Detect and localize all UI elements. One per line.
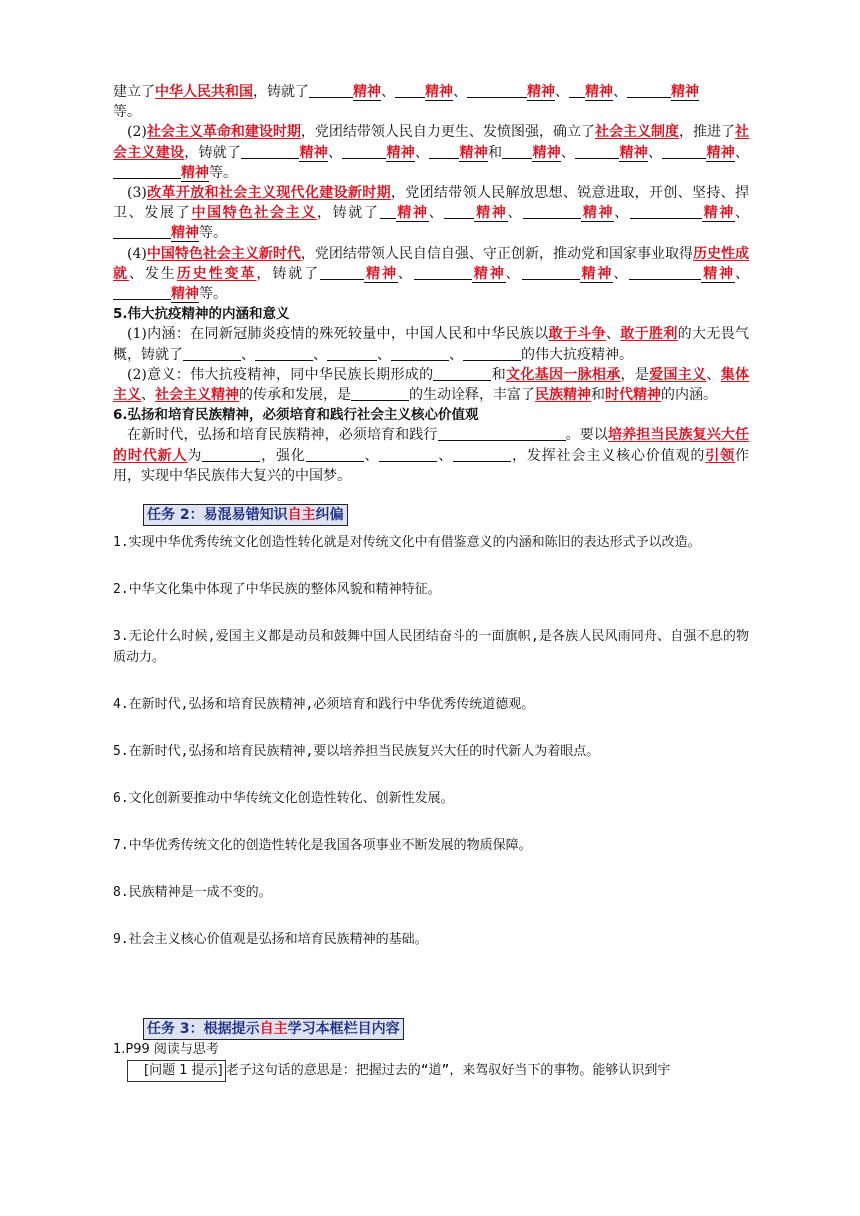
task-2-item: 7.中华优秀传统文化的创造性转化是我国各项事业不断发展的物质保障。	[113, 838, 532, 854]
section-5-heading: 5.伟大抗疫精神的内涵和意义	[113, 306, 290, 323]
task-2-label-wrap	[143, 504, 749, 526]
paragraph-4: (4)中国特色社会主义新时代，党团结带领人民自信自强、守正创新，推动党和国家事业取得历史性成就、发生历史性变革，铸就了 精神、 精神、 精神、 精神、精神等。	[113, 245, 750, 303]
task-2-item: 8.民族精神是一成不变的。	[113, 885, 272, 901]
section-6-heading: 6.弘扬和培育民族精神，必须培育和践行社会主义核心价值观	[113, 407, 479, 424]
hint-label: [问题 1 提示]	[127, 1060, 226, 1082]
task-2-label: 任务 2：易混易错知识自主纠偏	[143, 504, 348, 526]
task-3-label-wrap	[143, 1018, 749, 1040]
section-5-significance: (2)意义：伟大抗疫精神，同中华民族长期形成的 和文化基因一脉相承，是爱国主义、集体主义、社会主义精神的传承和发展，是 的生动诠释，丰富了民族精神和时代精神的内涵。	[113, 366, 750, 404]
paragraph-1-tail: 建立了中华人民共和国，铸就了 精神、 精神、 精神、 精神、 精神	[113, 84, 699, 100]
task-2-item: 2.中华文化集中体现了中华民族的整体风貌和精神特征。	[113, 582, 441, 598]
paragraph-2: (2)社会主义革命和建设时期，党团结带领人民自力更生、发愤图强，确立了社会主义制度，推进了社会主义建设，铸就了 精神、 精神、 精神和 精神、 精神、 精神、精神等。	[113, 124, 750, 181]
task-2-item: 1.实现中华优秀传统文化创造性转化就是对传统文化中有借鉴意义的内涵和陈旧的表达形式予以改造。	[113, 535, 701, 551]
section-6-content: 在新时代，弘扬和培育民族精神，必须培育和践行 。要以培养担当民族复兴大任的时代新人为 ，强化 、 、 ，发挥社会主义核心价值观的引领作用，实现中华民族伟大复兴的中国梦。	[113, 427, 750, 484]
section-5-content: (1)内涵：在同新冠肺炎疫情的殊死较量中，中国人民和中华民族以敢于斗争、敢于胜利的大无畏气概，铸就了 、 、 、 、 的伟大抗疫精神。	[113, 326, 750, 363]
task-3-label: 任务 3：根据提示自主学习本框栏目内容	[143, 1018, 404, 1040]
paragraph-3: (3)改革开放和社会主义现代化建设新时期，党团结带领人民解放思想、锐意进取，开创、坚持、捍卫、发展了中国特色社会主义，铸就了 精神、 精神、 精神、 精神、精神等。	[113, 185, 750, 242]
task-2-item: 5.在新时代,弘扬和培育民族精神,要以培养担当民族复兴大任的时代新人为着眼点。	[113, 744, 600, 760]
task-2-item: 4.在新时代,弘扬和培育民族精神,必须培育和践行中华优秀传统道德观。	[113, 697, 535, 713]
task-3-item-1: 1.P99 阅读与思考	[113, 1042, 219, 1058]
task-2-item: 9.社会主义核心价值观是弘扬和培育民族精神的基础。	[113, 932, 428, 948]
paragraph-1-etc: 等。	[113, 104, 141, 121]
task-2-list	[113, 532, 749, 950]
worksheet-page	[113, 82, 749, 1082]
task-3-hint: [问题 1 提示] 老子这句话的意思是：把握过去的“道”，来驾驭好当下的事物。能够认识到宇	[113, 1060, 749, 1082]
task-2-item: 3.无论什么时候,爱国主义都是动员和鼓舞中国人民团结奋斗的一面旗帜,是各族人民风雨同舟、自强不息的物质动力。	[113, 629, 749, 666]
task-2-item: 6.文化创新要推动中华传统文化创造性转化、创新性发展。	[113, 791, 454, 807]
